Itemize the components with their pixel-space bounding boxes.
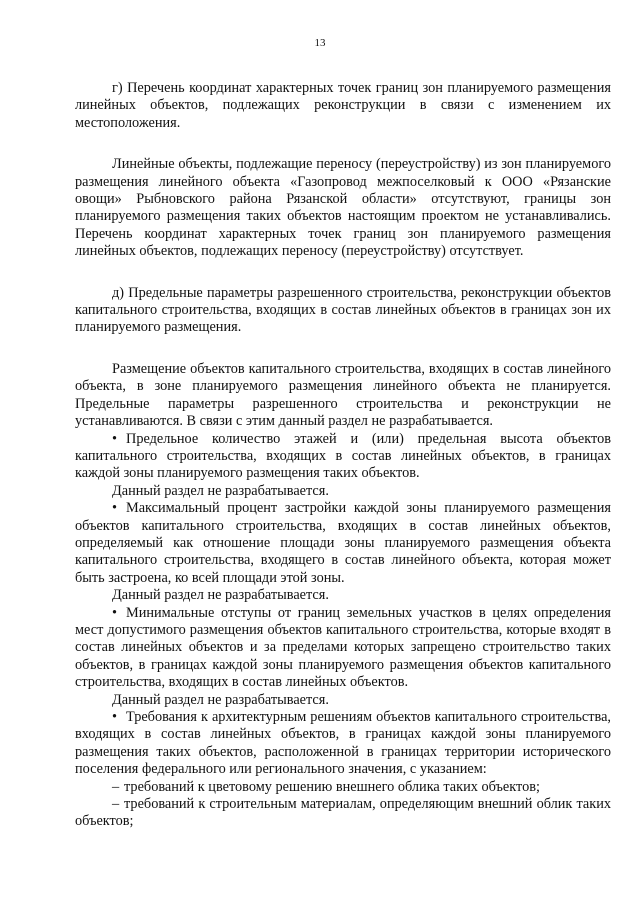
bullet-text: Предельное количество этажей и (или) предельная высота объектов капитального строительства, входящих в состав линейных объектов, в границах каждой зоны планируемого размещения таких объектов. xyxy=(75,430,611,482)
section-d-heading: д) Предельные параметры разрешенного строительства, реконструкции объектов капитального строительства, входящих в состав линейных объектов в границах зон их планируемого размещения. xyxy=(75,284,611,336)
document-body xyxy=(75,80,611,831)
bullet-item xyxy=(75,431,611,483)
dash-text: требований к цветовому решению внешнего облика таких объектов; xyxy=(124,778,540,795)
bullet-item xyxy=(75,605,611,692)
bullet-note: Данный раздел не разрабатывается. xyxy=(112,587,329,604)
bullet-icon: • xyxy=(112,709,118,725)
dash-item xyxy=(75,796,611,831)
bullet-text: Максимальный процент застройки каждой зоны планируемого размещения объектов капитального строительства, входящих в состав линейных объектов, определяемый как отношение площади зоны планируемого размещения объекта капитального строительства, входящего в состав линейного объекта, которая может быть застроена, ко всей площади этой зоны. xyxy=(75,500,611,586)
dash-text: требований к строительным материалам, определяющим внешний облик таких объектов; xyxy=(75,796,611,830)
dash-item xyxy=(75,779,611,796)
bullet-text: Требования к архитектурным решениям объектов капитального строительства, входящих в состав линейных объектов, в границах каждой зоны планируемого размещения таких объектов, расположенной в границах территории исторического поселения федерального или регионального значения, с указанием: xyxy=(75,709,611,778)
bullet-icon: • xyxy=(112,430,118,447)
bullet-icon: • xyxy=(112,500,118,517)
page-number: 13 xyxy=(314,37,326,49)
bullet-item xyxy=(75,500,611,587)
section-g-heading: г) Перечень координат характерных точек границ зон планируемого размещения линейных объектов, подлежащих реконструкции в связи с изменением их местоположения. xyxy=(75,80,611,131)
dash-icon: – xyxy=(112,796,120,813)
section-g-body: Линейные объекты, подлежащие переносу (переустройству) из зон планируемого размещения линейного объекта «Газопровод межпоселковый к ООО «Рязанские овощи» Рыбновского района Рязанской области» отсутствуют, границы зон планируемого размещения таких объектов настоящим проектом не устанавливались. Перечень координат характерных точек границ зон планируемого размещения линейных объектов, подлежащих переносу (переустройству) отсутствует. xyxy=(75,156,611,260)
bullet-text: Минимальные отступы от границ земельных участков в целях определения мест допустимого размещения объектов капитального строительства, которые входят в состав линейных объектов и за пределами которых запрещено строительство таких объектов, в границах каждой зоны планируемого размещения объектов капитального строительства, входящих в состав линейных объектов. xyxy=(75,604,611,691)
bullet-item xyxy=(75,709,611,779)
bullet-icon: • xyxy=(112,604,118,621)
dash-icon: – xyxy=(112,778,120,795)
section-d-intro: Размещение объектов капитального строительства, входящих в состав линейного объекта, в зоне планируемого размещения линейного объекта не планируется. Предельные параметры разрешенного строительства и реконструкции не устанавливаются. В связи с этим данный раздел не разрабатывается. xyxy=(75,360,611,430)
bullet-note: Данный раздел не разрабатывается. xyxy=(112,482,329,499)
bullet-note: Данный раздел не разрабатывается. xyxy=(112,691,329,708)
